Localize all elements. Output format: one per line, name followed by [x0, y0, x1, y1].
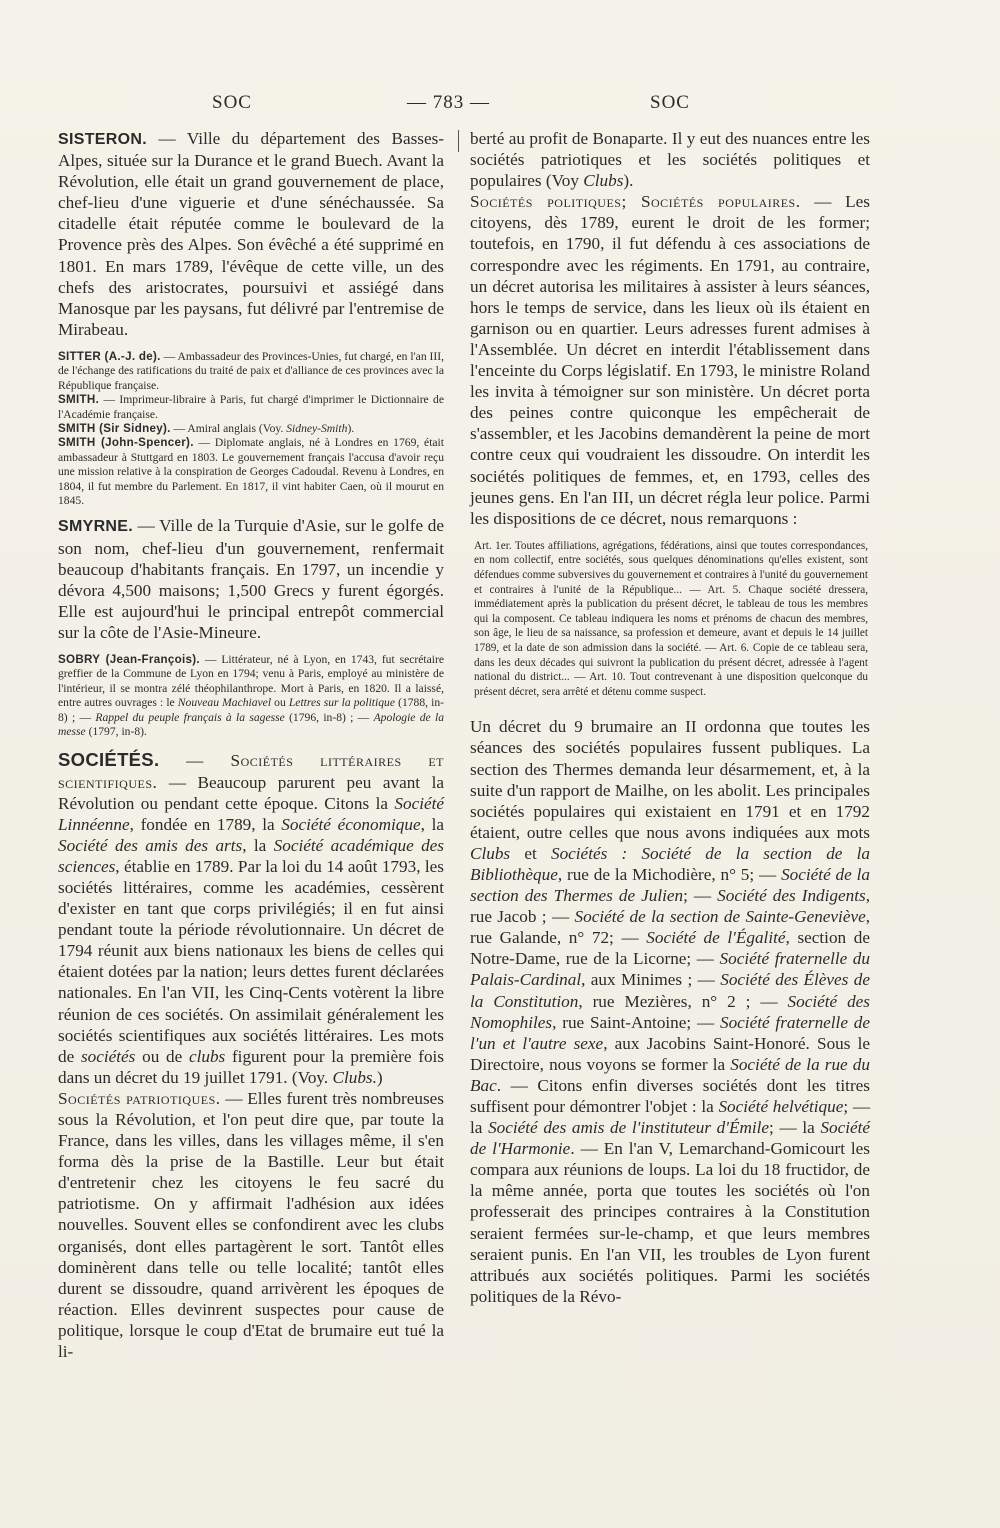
society-name: Société économique: [281, 814, 421, 834]
column-divider: [458, 130, 459, 152]
entry-text: ou de: [135, 1046, 189, 1066]
entry-heading: SOBRY (Jean-François).: [58, 652, 200, 666]
subsection-heading: Sociétés politiques; Sociétés populaires.: [470, 192, 801, 212]
entry-text: , aux Minimes ; —: [581, 970, 721, 990]
entry-text: — Beaucoup parurent peu avant la Révolution ou pendant cette époque. Citons la: [58, 772, 444, 813]
term: clubs: [188, 1046, 226, 1066]
entry-text: , section de Notre-Dame, rue de la Licorne; —: [470, 928, 870, 969]
paragraph-final: [470, 716, 870, 1307]
entry-text: ; —: [683, 886, 718, 906]
entry-heading: SMITH (John-Spencer).: [58, 436, 194, 450]
entry-text: , établie en 1789. Par la loi du 14 août 1793, les sociétés littéraires, comme les académies, cessèrent d'exister en tant que corps privilégiés; il en fut ainsi pendant toute la période révolutionnaire. Un décret de 1794 réunit aux biens nationaux les biens de celles qui étaient dotées par la nation; leurs dettes furent déclarées nationales. En l'an VII, les Cinq-Cents votèrent la libre réunion de ces sociétés. On assimilait généralement les sociétés scientifiques aux sociétés littéraires. Les mots de: [58, 856, 444, 1066]
society-name: Société de l'Harmonie: [470, 1118, 871, 1159]
running-head-left: SOC: [212, 92, 252, 113]
paragraph-continuation: [470, 128, 870, 191]
society-name: Société Linnéenne: [58, 793, 444, 834]
society-name: Société de la rue du Bac: [470, 1054, 870, 1095]
entry-societes: [58, 749, 444, 1088]
society-name: Société de la section des Thermes de Julien: [470, 864, 870, 906]
running-head: [0, 92, 1000, 122]
entry-text: et: [510, 843, 551, 863]
cross-reference: Clubs: [470, 843, 511, 863]
entry-text: , rue de la Michodière, n° 5; —: [557, 864, 782, 884]
entry-sitter: [58, 350, 444, 393]
entry-text: , rue Jacob ; —: [470, 886, 870, 927]
book-title: Rappel du peuple français à la sagesse: [95, 710, 285, 724]
society-name: Société des Nomophiles: [470, 991, 870, 1032]
society-name: Société académique des sciences: [58, 835, 444, 876]
running-head-right: SOC: [650, 92, 690, 113]
entry-smith: [58, 393, 444, 422]
entry-text: ).: [623, 171, 634, 191]
entry-text: figurent pour la première fois dans un décret du 19 juillet 1791. (Voy.: [58, 1046, 444, 1087]
entry-text: — Amiral anglais (Voy.: [170, 421, 287, 435]
entry-text: berté au profit de Bonaparte. Il y eut des nuances entre les sociétés patriotiques et les sociétés politiques et populaires (Voy: [470, 129, 870, 191]
entry-text: . — Citons enfin diverses sociétés dont les titres suffisent pour démontrer l'objet : la: [470, 1075, 870, 1116]
entry-text: (1797, in-8).: [85, 725, 147, 738]
entry-text: , aux Jacobins Saint-Honoré. Sous le Directoire, nous voyons se former la: [470, 1033, 870, 1074]
entry-heading: SOCIÉTÉS.: [58, 749, 160, 771]
society-name: Société de l'Égalité: [646, 928, 786, 948]
decree-quotation: Art. 1er. Toutes affiliations, agrégations, fédérations, ainsi que toutes correspondances, en nom collectif, entre sociétés, sous quelques dénominations qu'elles existent, sont défendues comme subversives du gouvernement et contraires à l'unité du gouvernement et contraires à l'unité de la République... — Art. 5. Chaque société dressera, immédiatement après la publication du présent décret, le tableau de tous les membres qui la composent. Ce tableau indiquera les noms et prénoms de chacun des membres, son âge, le lieu de sa naissance, sa profession et demeure, avant et depuis le 14 juillet 1789, et la date de son admission dans la société. — Art. 6. Copie de ce tableau sera, dans les deux décades qui suivront la publication du présent décret, adressée à l'agent national du district... — Art. 10. Tout contrevenant à une disposition quelconque du présent décret, sera arrêté et détenu comme suspect.: [474, 539, 868, 698]
entry-text: ; — la: [769, 1118, 821, 1138]
entry-text: — Ambassadeur des Provinces-Unies, fut chargé, en l'an III, de l'échange des ratifications du traité de paix et d'alliance de ces provinces avec la République française.: [58, 349, 445, 392]
society-name: Société des amis de l'instituteur d'Émile: [488, 1118, 770, 1138]
term: sociétés: [80, 1046, 136, 1066]
paragraph-patriotiques: [58, 1088, 444, 1362]
entry-text: . — En l'an V, Lemarchand-Gomicourt les compara aux réunions de loups. La loi du 18 fructidor, de la même année, porta que toutes les sociétés où l'on professerait des principes contraires à la Constitution seraient fermées sur-le-champ, et que leurs membres seraient punis. En l'an VII, les troubles de Lyon furent attribués aux sociétés politiques. Parmi les sociétés politiques de la Révo-: [470, 1139, 871, 1306]
entry-text: (1796, in-8) ; —: [284, 710, 374, 724]
subsection-heading: Sociétés patriotiques.: [58, 1088, 221, 1108]
entry-heading: SITTER (A.-J. de).: [58, 349, 161, 363]
cross-reference: Clubs.: [332, 1067, 377, 1087]
entry-text: — Ville du département des Basses-Alpes, située sur la Durance et le grand Buech. Avant la Révolution, elle était un grand gouvernement de place, chef-lieu d'une viguerie et d'une sénéchaussée. Sa citadelle était réputée comme le boulevard de la Provence près des Alpes. Son évêché a été supprimé en 1801. En mars 1789, l'évêque de cette ville, un des chefs des aristocrates, poursuivi et assiégé dans Manosque par les paysans, fut délivré par l'entremise de Mirabeau.: [58, 129, 444, 339]
entry-smith-john: [58, 436, 444, 508]
entry-heading: SMITH.: [58, 393, 100, 407]
entry-text: ): [376, 1067, 383, 1087]
entry-text: Un décret du 9 brumaire an II ordonna que toutes les séances des sociétés populaires fussent publiques. La section des Thermes demanda leur désarmement, et, à la suite d'un rapport de Mailhe, on les abolit. Les principales sociétés populaires qui existaient en 1791 et en 1792 étaient, outre celles que nous avons indiquées aux mots: [470, 717, 870, 842]
cross-reference: Sidney-Smith: [286, 421, 348, 435]
left-column: [58, 128, 444, 1362]
society-name: Société des Indigents: [717, 886, 866, 906]
entry-sisteron: [58, 128, 444, 340]
entry-text: , rue Saint-Antoine; —: [552, 1012, 720, 1032]
entry-sobry: [58, 653, 444, 739]
society-name: Société de la section de Sainte-Geneviève: [574, 907, 866, 927]
entry-heading: SMITH (Sir Sidney).: [58, 421, 171, 435]
entry-text: , la: [242, 835, 274, 855]
society-name: Société des Élèves de la Constitution: [470, 970, 870, 1011]
society-name: Société des amis des arts: [58, 835, 243, 855]
society-name: Société fraternelle de l'un et l'autre sexe: [470, 1012, 870, 1053]
entry-text: — Imprimeur-libraire à Paris, fut chargé d'imprimer le Dictionnaire de l'Académie française.: [58, 393, 444, 421]
subsection-heading: — Sociétés littéraires et scientifiques.: [58, 751, 444, 792]
cross-reference: Clubs: [583, 171, 624, 191]
entry-smyrne: [58, 515, 444, 643]
entry-text: , rue Galande, n° 72; —: [470, 907, 871, 948]
entry-text: ).: [347, 421, 355, 435]
entry-text: — Les citoyens, dès 1789, eurent le droit de les former; toutefois, en 1790, il fut défendu à ces associations de correspondre avec les régiments. En 1791, au contraire, un décret autorisa les militaires à assister à leurs séances, hors le temps de service, dans les lieux où ils étaient en garnison ou en quartier. Leurs adresses furent admises à l'Assemblée. Un décret en interdit l'établissement dans l'enceinte du Corps législatif. En 1793, le ministre Roland les invita à témoigner sur son ministère. Un décret porta des peines contre quiconque les empêcherait de s'assembler, et les Jacobins demandèrent la peine de mort contre ceux qui voudraient les dissoudre. On interdit les sociétés politiques de femmes, et, en 1793, celles des jeunes gens. En l'an III, un décret régla leur police. Parmi les dispositions de ce décret, nous remarquons :: [470, 192, 871, 528]
entry-text: — Elles furent très nombreuses sous la Révolution, et l'on peut dire que, par toute la France, dans les villes, dans les villages même, il s'en forma dès la prise de la Bastille. Leur but était d'entretenir chez les citoyens le feu sacré du patriotisme. On y affirmait l'adhésion aux idées nouvelles. Souvent elles se confondirent avec les clubs organisés, dont elles partagèrent le sort. Tantôt elles dominèrent dans telle ou telle localité; tantôt elles durent se dissoudre, quand arrivèrent les époques de réaction. Elles devinrent suspectes pour cause de politique, lorsque le coup d'Etat de brumaire eut tué la li-: [58, 1088, 444, 1362]
entry-smith-sidney: [58, 422, 444, 436]
paragraph-populaires: [470, 191, 870, 529]
page-number: — 783 —: [407, 92, 490, 113]
entry-text: — Ville de la Turquie d'Asie, sur le golfe de son nom, chef-lieu d'un gouvernement, renfermait beaucoup d'habitants français. En 1797, un incendie y dévora 4,500 maisons; 1,500 Grecs y furent égorgés. Elle est aujourd'hui le principal entrepôt commercial sur la côte de l'Asie-Mineure.: [58, 516, 444, 642]
entry-text: , la: [420, 814, 445, 834]
society-name: Sociétés : Société de la section de la Bibliothèque: [470, 843, 871, 884]
entry-heading: SISTERON.: [58, 131, 147, 148]
entry-text: — Littérateur, né à Lyon, en 1743, fut secrétaire greffier de la Commune de Lyon en 1794; venu à Paris, employé au ministère de l'intérieur, il se montra zélé théophilanthrope. Mort à Paris, en 1820. Il a laissé, entre autres ouvrages : le: [58, 652, 444, 710]
society-name: Société helvétique: [718, 1097, 844, 1116]
book-title: Apologie de la messe: [58, 710, 444, 738]
book-title: Nouveau Machiavel: [177, 696, 272, 710]
entry-text: , fondée en 1789, la: [129, 814, 282, 834]
entry-heading: SMYRNE.: [58, 518, 133, 536]
society-name: Société fraternelle du Palais-Cardinal: [470, 949, 870, 990]
entry-text: (1788, in-8) ; —: [58, 696, 445, 724]
book-title: Lettres sur la politique: [288, 696, 395, 710]
entry-text: ; — la: [470, 1097, 871, 1138]
entry-text: — Diplomate anglais, né à Londres en 1769, était ambassadeur à Stuttgard en 1803. Le gouvernement français l'accusa d'avoir reçu une mission relative à la conspiration de Georges Cadoudal. Revenu à Londres, en 1804, il fut membre du Parlement. En 1817, il vint habiter Caen, où il mourut en 1845.: [58, 436, 445, 507]
entry-text: , rue Mezières, n° 2 ; —: [578, 991, 788, 1011]
entry-text: ou: [271, 696, 289, 710]
right-column: [470, 128, 870, 1307]
